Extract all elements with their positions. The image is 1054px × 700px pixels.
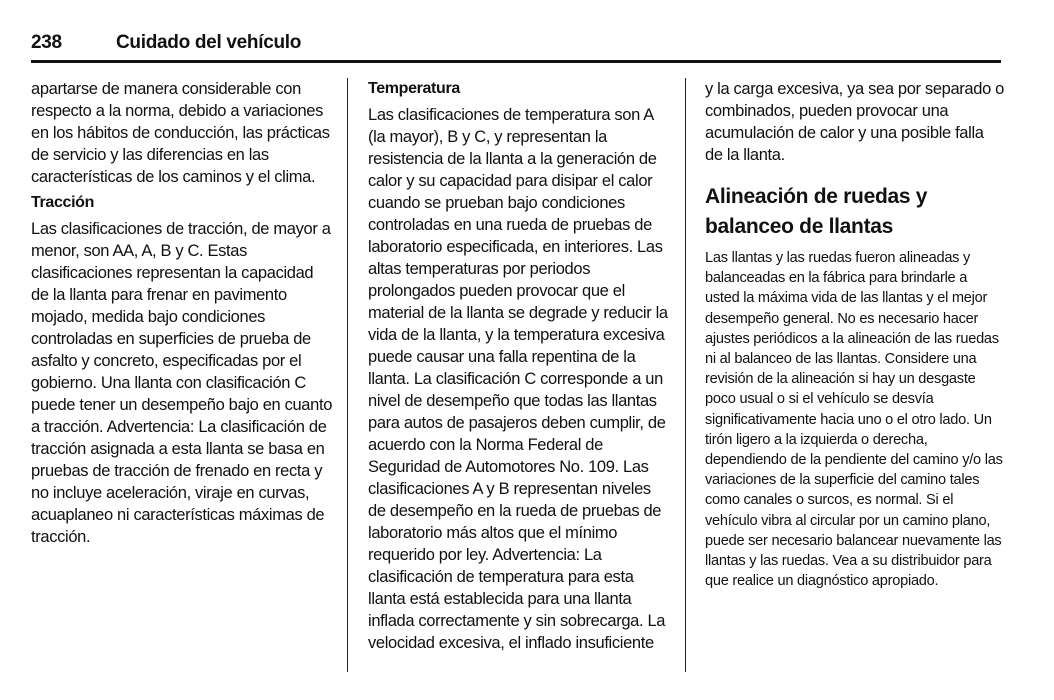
section-title: Cuidado del vehículo bbox=[116, 32, 302, 53]
column-divider-1 bbox=[347, 78, 348, 672]
continuation-paragraph: apartarse de manera considerable con respecto a la norma, debido a variaciones en los hábitos de conducción, las prácticas de servicio y las diferencias en las características de los caminos y el clima. bbox=[31, 80, 330, 186]
traction-paragraph: Las clasificaciones de tracción, de mayor a menor, son AA, A, B y C. Estas clasificaciones representan la capacidad de la llanta para frenar en pavimento mojado, medida bajo condiciones controladas en superficies de prueba de asfalto y concreto, especificadas por el gobierno. Una llanta con clasificación C puede tener un desempeño bajo en cuanto a tracción. Advertencia: La clasificación de tracción asignada a esta llanta se basa en pruebas de tracción de frenado en recta y no incluye aceleración, viraje en curvas, acuaplaneo ni características máximas de tracción. bbox=[31, 220, 333, 546]
column-right bbox=[705, 78, 1005, 591]
page-number: 238 bbox=[31, 32, 62, 53]
column-middle bbox=[368, 78, 670, 654]
traction-heading: Tracción bbox=[31, 194, 95, 211]
alignment-heading: Alineación de ruedas y balanceo de llantas bbox=[705, 185, 928, 238]
column-divider-2 bbox=[685, 78, 686, 672]
column-left bbox=[31, 78, 333, 548]
alignment-paragraph: Las llantas y las ruedas fueron alineadas y balanceadas en la fábrica para brindarle a usted la máxima vida de las llantas y el mejor desempeño general. No es necesario hacer ajustes periódicos a la alineación de las ruedas ni al balanceo de las llantas. Considere una revisión de la alineación si hay un desgaste poco usual o si el vehículo se desvía significativamente hacia uno o el otro lado. Un tirón ligero a la izquierda o derecha, dependiendo de la pendiente del camino y/o las variaciones de la superficie del camino tales como canales o surcos, es normal. Si el vehículo vibra al circular por un camino plano, puede ser necesario balancear nuevamente las llantas y las ruedas. Vea a su distribuidor para que realice un diagnóstico apropiado. bbox=[705, 250, 1003, 590]
temperature-paragraph: Las clasificaciones de temperatura son A (la mayor), B y C, y representan la resistencia de la llanta a la generación de calor y su capacidad para disipar el calor cuando se prueban bajo condiciones controladas en una rueda de pruebas de laboratorio especificada, en interiores. Las altas temperaturas por periodos prolongados pueden provocar que el material de la llanta se degrade y reducir la vida de la llanta, y la temperatura excesiva puede causar una falla repentina de la llanta. La clasificación C corresponde a un nivel de desempeño que todas las llantas para autos de pasajeros deben cumplir, de acuerdo con la Norma Federal de Seguridad de Automotores No. 109. Las clasificaciones A y B representan niveles de desempeño en la rueda de pruebas de laboratorio más altos que el mínimo requerido por ley. Advertencia: La clasificación de temperatura para esta llanta está establecida para una llanta inflada correctamente y sin sobrecarga. La velocidad excesiva, el inflado insuficiente bbox=[368, 106, 668, 652]
temperature-heading: Temperatura bbox=[368, 80, 460, 97]
page-header bbox=[31, 28, 1001, 63]
continuation-paragraph-right: y la carga excesiva, ya sea por separado o combinados, pueden provocar una acumulación de calor y una posible falla de la llanta. bbox=[705, 80, 1004, 164]
